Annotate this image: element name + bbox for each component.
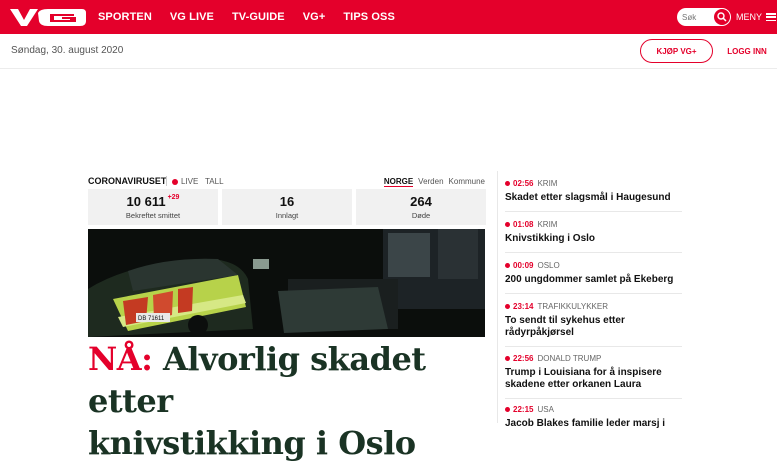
stat-confirmed[interactable] — [88, 189, 218, 225]
news-meta: 01:08 KRIM — [505, 220, 682, 229]
stat-delta: +29 — [167, 194, 180, 201]
news-meta: 00:09 OSLO — [505, 261, 682, 270]
tall-tab[interactable]: TALL — [205, 177, 224, 186]
search-input[interactable] — [682, 10, 714, 24]
nav-item-sporten[interactable]: SPORTEN — [98, 11, 152, 23]
news-title: Trump i Louisiana for å inspisere skadene etter orkanen Laura — [505, 367, 662, 390]
divider — [166, 176, 167, 186]
tab-kommune[interactable]: Kommune — [448, 177, 485, 186]
main-nav — [98, 0, 413, 34]
menu-label: MENY — [736, 12, 763, 22]
stat-label: Døde — [411, 211, 431, 220]
news-title: To sendt til sykehus etter rådyrpåkjørsel — [505, 315, 625, 338]
news-item[interactable] — [505, 220, 682, 253]
corona-header — [88, 174, 486, 188]
region-tabs — [379, 177, 485, 187]
buy-vg-plus-button[interactable]: KJØP VG+ — [640, 39, 713, 63]
night-police-car-photo — [88, 229, 485, 337]
news-item[interactable] — [505, 179, 682, 212]
live-tab[interactable] — [172, 177, 198, 186]
live-dot-icon — [505, 304, 510, 309]
news-title: 200 ungdommer samlet på Ekeberg — [505, 274, 674, 285]
tab-norge[interactable]: NORGE — [383, 177, 414, 186]
tab-verden[interactable]: Verden — [418, 177, 444, 186]
stat-value: 16 — [279, 194, 295, 209]
nav-item-tips-oss[interactable]: TIPS OSS — [343, 11, 395, 23]
stat-value: 264 — [410, 194, 432, 209]
search-button[interactable] — [714, 9, 730, 25]
news-title: Jacob Blakes familie leder marsj i — [505, 418, 666, 429]
stat-label: Bekreftet smittet — [125, 211, 181, 220]
headline-prefix: NÅ: — [88, 340, 153, 378]
main-headline[interactable] — [88, 338, 488, 464]
news-item[interactable] — [505, 302, 682, 347]
news-meta: 22:15 USA — [505, 405, 682, 414]
news-meta: 02:56 KRIM — [505, 179, 682, 188]
news-title: Skadet etter slagsmål i Haugesund — [505, 192, 671, 203]
stat-deaths[interactable] — [356, 189, 486, 225]
live-dot-icon — [505, 263, 510, 268]
headline-line-2: knivstikking i Oslo — [88, 424, 416, 462]
corona-title[interactable]: CORONAVIRUSET — [88, 176, 167, 186]
headline-line-1: NÅ: Alvorlig skadet etter — [88, 340, 426, 420]
live-label: LIVE — [181, 177, 199, 186]
news-item[interactable] — [505, 405, 682, 435]
main-story-image[interactable] — [88, 229, 485, 337]
top-navigation-bar — [0, 0, 777, 34]
news-item[interactable] — [505, 354, 682, 399]
news-meta: 22:56 DONALD TRUMP — [505, 354, 682, 363]
stat-hospitalized[interactable] — [222, 189, 352, 225]
nav-item-vg-plus[interactable]: VG+ — [302, 11, 326, 23]
live-dot-icon — [505, 181, 510, 186]
live-dot-icon — [505, 407, 510, 412]
hamburger-icon — [766, 13, 776, 21]
nav-item-tv-guide[interactable]: TV-GUIDE — [231, 11, 285, 23]
live-dot-icon — [172, 179, 178, 185]
live-dot-icon — [505, 356, 510, 361]
vg-logo[interactable] — [8, 7, 88, 27]
corona-stats — [88, 189, 486, 225]
live-dot-icon — [505, 222, 510, 227]
nav-item-vg-live[interactable]: VG LIVE — [169, 11, 214, 23]
menu-button[interactable] — [736, 0, 776, 34]
search-box — [677, 8, 731, 26]
latest-news-feed — [497, 171, 681, 429]
license-plate: DB 71611 — [138, 316, 165, 322]
search-icon — [717, 12, 727, 22]
stat-value: 10 611 $^{+29}$ — [126, 194, 180, 209]
stat-label: Innlagt — [275, 211, 299, 220]
news-meta: 23:14 TRAFIKKULYKKER — [505, 302, 682, 311]
news-item[interactable] — [505, 261, 682, 294]
current-date: Søndag, 30. august 2020 — [11, 45, 124, 56]
corona-widget — [88, 171, 486, 227]
news-title: Knivstikking i Oslo — [505, 233, 596, 244]
login-button[interactable]: LOGG INN — [727, 46, 767, 56]
